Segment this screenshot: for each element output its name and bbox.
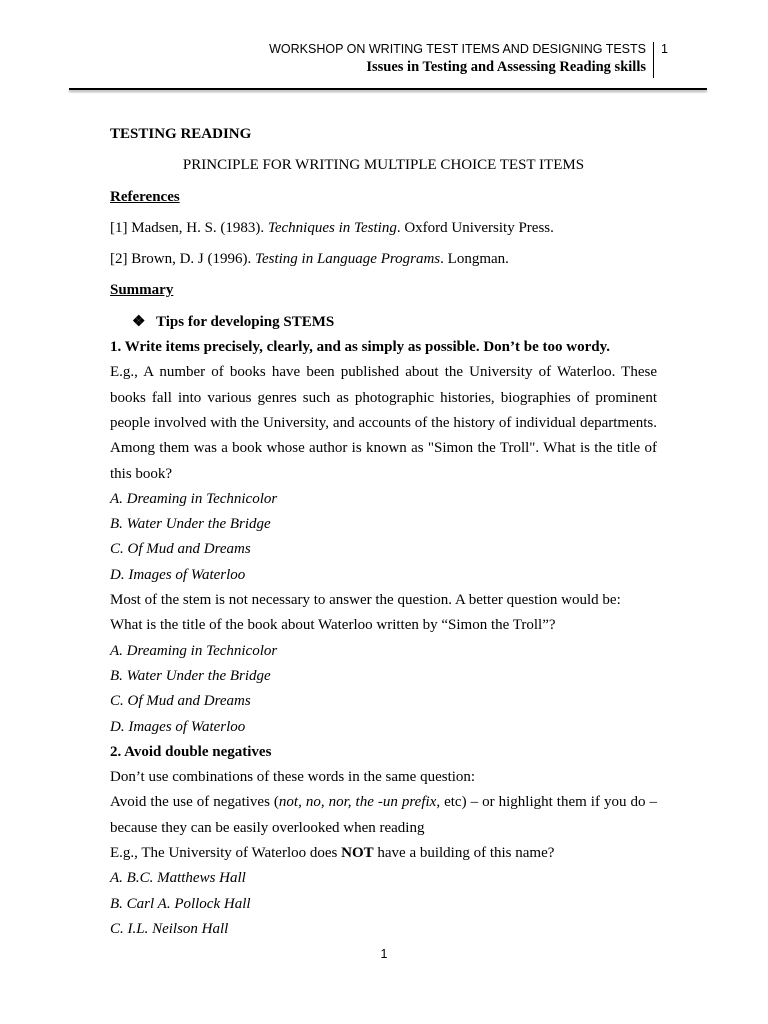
references-heading: References	[110, 188, 180, 205]
option-3b: B. Carl A. Pollock Hall	[110, 895, 251, 912]
tip-2-line-1: Don’t use combinations of these words in the same question:	[110, 769, 476, 786]
option-2d: D. Images of Waterloo	[110, 718, 246, 735]
reference-2-title: Testing in Language Programs	[254, 251, 441, 268]
summary-heading: Summary	[110, 282, 174, 299]
document-title: TESTING READING	[110, 126, 252, 142]
header-workshop-title: WORKSHOP ON WRITING TEST ITEMS AND DESIGNING TESTS	[269, 42, 646, 56]
option-2b: B. Water Under the Bridge	[110, 667, 271, 684]
header-rule	[69, 88, 707, 90]
better-question: What is the title of the book about Waterloo written by “Simon the Troll”?	[110, 617, 556, 634]
option-3c: C. I.L. Neilson Hall	[110, 920, 229, 937]
header-topic-title: Issues in Testing and Assessing Reading skills	[366, 59, 646, 75]
example-2-start: E.g., The University of Waterloo does	[110, 845, 342, 862]
option-1a: A. Dreaming in Technicolor	[110, 490, 278, 507]
option-2c: C. Of Mud and Dreams	[110, 693, 251, 710]
reference-1	[110, 216, 657, 241]
stems-bullet-text: Tips for developing STEMS	[156, 313, 335, 330]
page-header	[269, 40, 646, 76]
reference-1-publisher: . Oxford University Press.	[396, 219, 554, 236]
tip-2-line-2-end: , etc) – or highlight them if you do – because they can be easily overlooked when reading	[110, 794, 658, 836]
diamond-bullet-icon: ❖	[132, 313, 146, 330]
option-2a: A. Dreaming in Technicolor	[110, 642, 278, 659]
tip-2-line-2-start: Avoid the use of negatives (	[110, 794, 279, 811]
reference-1-author: [1] Madsen, H. S. (1983).	[110, 219, 268, 236]
example-2-text	[110, 841, 657, 866]
tip-2-line-2	[110, 790, 657, 841]
comment-1: Most of the stem is not necessary to answer the question. A better question would be:	[110, 592, 621, 609]
reference-2	[110, 247, 657, 272]
tip-2-heading: 2. Avoid double negatives	[110, 743, 272, 760]
option-1d: D. Images of Waterloo	[110, 566, 246, 583]
tip-1-heading: 1. Write items precisely, clearly, and as simply as possible. Don’t be too wordy.	[110, 339, 611, 356]
option-3a: A. B.C. Matthews Hall	[110, 870, 246, 887]
footer-page-number: 1	[380, 947, 388, 961]
reference-2-author: [2] Brown, D. J (1996).	[110, 251, 255, 268]
reference-1-title: Techniques in Testing	[267, 219, 397, 236]
header-page-number: 1	[653, 42, 668, 78]
tip-2-negatives-list: not, no, nor, the -un prefix	[278, 794, 437, 811]
option-1b: B. Water Under the Bridge	[110, 516, 271, 533]
option-1c: C. Of Mud and Dreams	[110, 541, 251, 558]
example-2-emphasis: NOT	[341, 845, 374, 862]
example-1-text: E.g., A number of books have been published about the University of Waterloo. These books fall into various genres such as photographic histories, biographies of prominent people involved with the University, and accounts of the history of individual departments. Among them was a book whose author is known as "Simon the Troll". What is the title of this book?	[110, 364, 657, 482]
document-subtitle: PRINCIPLE FOR WRITING MULTIPLE CHOICE TEST ITEMS	[182, 157, 585, 174]
reference-2-publisher: . Longman.	[440, 251, 509, 268]
stems-bullet	[110, 310, 657, 335]
example-2-end: have a building of this name?	[373, 845, 555, 862]
document-body	[110, 122, 657, 942]
